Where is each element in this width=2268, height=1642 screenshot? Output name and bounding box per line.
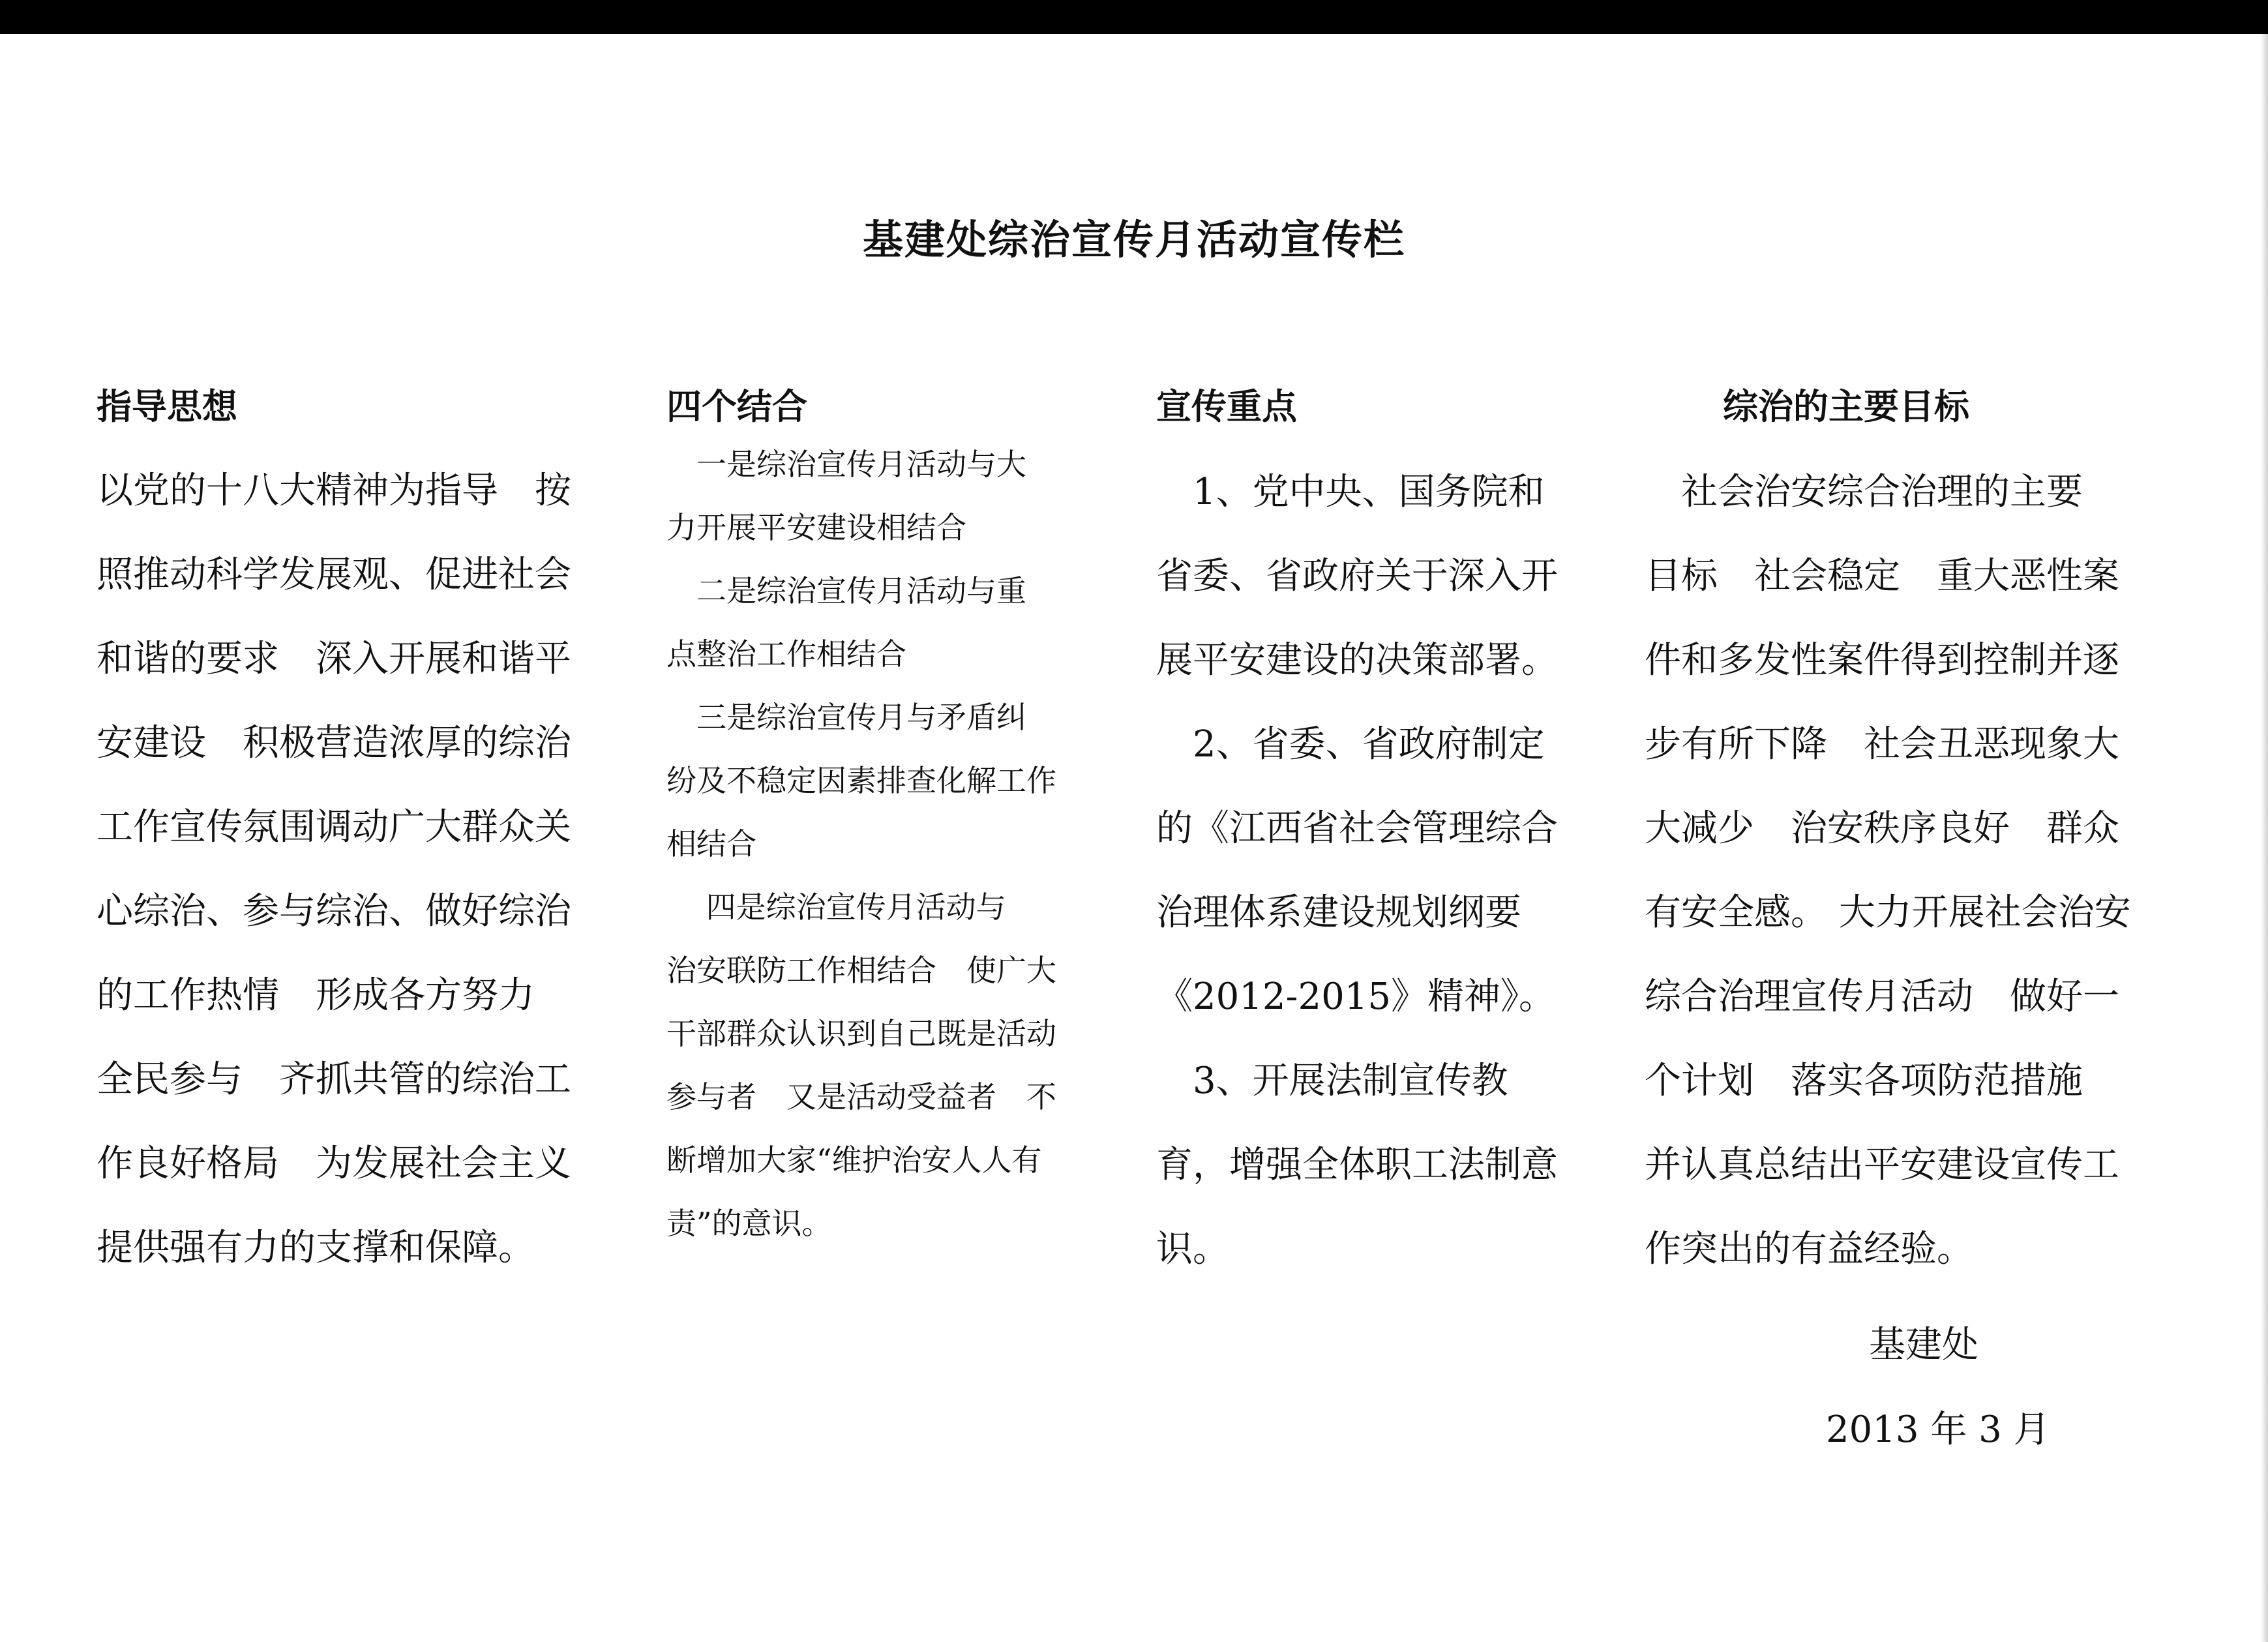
page-title: 基建处综治宣传月活动宣传栏 bbox=[862, 216, 1405, 263]
text-line: 有安全感。 大力开展社会治安 bbox=[1645, 891, 2131, 934]
text-line: 心综治、参与综治、做好综治 bbox=[97, 890, 571, 933]
text-line: 的《江西省社会管理综合 bbox=[1156, 807, 1558, 850]
column-heading: 宣传重点 bbox=[1156, 386, 1297, 427]
text-line: 识。 bbox=[1156, 1228, 1229, 1270]
column-body bbox=[97, 449, 612, 1290]
text-line: 断增加大家“维护治安人人有 bbox=[666, 1142, 1042, 1178]
text-line: 以党的十八大精神为指导 按 bbox=[97, 470, 571, 512]
column-four-combinations bbox=[666, 381, 1116, 1255]
scan-right-edge bbox=[2260, 34, 2268, 1642]
text-line: 大减少 治安秩序良好 群众 bbox=[1645, 807, 2119, 850]
column-heading: 四个结合 bbox=[666, 386, 807, 427]
column-guiding-ideology bbox=[97, 381, 612, 1290]
text-line: 力开展平安建设相结合 bbox=[666, 510, 966, 545]
text-line: 安建设 积极营造浓厚的综治 bbox=[97, 722, 571, 764]
column-publicity-focus bbox=[1156, 381, 1606, 1291]
text-line: 干部群众认识到自己既是活动 bbox=[666, 1016, 1056, 1051]
text-line: 照推动科学发展观、促进社会 bbox=[97, 554, 571, 596]
text-line: 治理体系建设规划纲要 bbox=[1156, 891, 1521, 934]
text-line: 纷及不稳定因素排查化解工作 bbox=[666, 763, 1056, 798]
column-main-objectives bbox=[1645, 381, 2166, 1291]
text-line: 作突出的有益经验。 bbox=[1645, 1228, 1973, 1270]
text-line: 并认真总结出平安建设宣传工 bbox=[1645, 1144, 2119, 1186]
column-heading: 综治的主要目标 bbox=[1723, 386, 1969, 427]
text-line: 二是综治宣传月活动与重 bbox=[666, 573, 1026, 608]
text-line: 省委、省政府关于深入开 bbox=[1156, 555, 1558, 597]
text-line: 全民参与 齐抓共管的综治工 bbox=[97, 1058, 571, 1101]
text-line: 综合治理宣传月活动 做好一 bbox=[1645, 976, 2119, 1018]
text-line: 2、省委、省政府制定 bbox=[1156, 723, 1545, 766]
column-body bbox=[666, 433, 1116, 1255]
signature-department: 基建处 bbox=[1869, 1324, 1978, 1366]
text-line: 作良好格局 为发展社会主义 bbox=[97, 1142, 571, 1185]
text-line: 件和多发性案件得到控制并逐 bbox=[1645, 639, 2119, 681]
text-line: 《2012-2015》精神》。 bbox=[1156, 976, 1555, 1018]
text-line: 四是综治宣传月活动与 bbox=[666, 889, 1006, 925]
text-line: 育，增强全体职工法制意 bbox=[1156, 1144, 1558, 1186]
text-line: 的工作热情 形成各方努力 bbox=[97, 974, 535, 1017]
text-line: 三是综治宣传月与矛盾纠 bbox=[666, 700, 1026, 735]
signature-date: 2013 年 3 月 bbox=[1826, 1409, 2050, 1451]
text-line: 个计划 落实各项防范措施 bbox=[1645, 1060, 2083, 1102]
text-line: 点整治工作相结合 bbox=[666, 636, 906, 672]
text-line: 3、开展法制宣传教 bbox=[1156, 1060, 1508, 1102]
column-heading: 指导思想 bbox=[97, 386, 237, 427]
column-body bbox=[1645, 450, 2166, 1291]
text-line: 相结合 bbox=[666, 826, 756, 861]
text-line: 治安联防工作相结合 使广大 bbox=[666, 953, 1056, 988]
column-body bbox=[1156, 450, 1606, 1291]
text-line: 提供强有力的支撑和保障。 bbox=[97, 1227, 535, 1269]
text-line: 一是综治宣传月活动与大 bbox=[666, 447, 1026, 482]
text-line: 责”的意识。 bbox=[666, 1206, 832, 1241]
text-line: 社会治安综合治理的主要 bbox=[1645, 471, 2083, 513]
text-line: 步有所下降 社会丑恶现象大 bbox=[1645, 723, 2119, 766]
text-line: 1、党中央、国务院和 bbox=[1156, 471, 1545, 513]
scan-top-border bbox=[0, 0, 2268, 34]
text-line: 工作宣传氛围调动广大群众关 bbox=[97, 806, 571, 848]
text-line: 和谐的要求 深入开展和谐平 bbox=[97, 638, 571, 680]
text-line: 目标 社会稳定 重大恶性案 bbox=[1645, 555, 2119, 597]
text-line: 展平安建设的决策部署。 bbox=[1156, 639, 1558, 681]
text-line: 参与者 又是活动受益者 不 bbox=[666, 1079, 1056, 1114]
